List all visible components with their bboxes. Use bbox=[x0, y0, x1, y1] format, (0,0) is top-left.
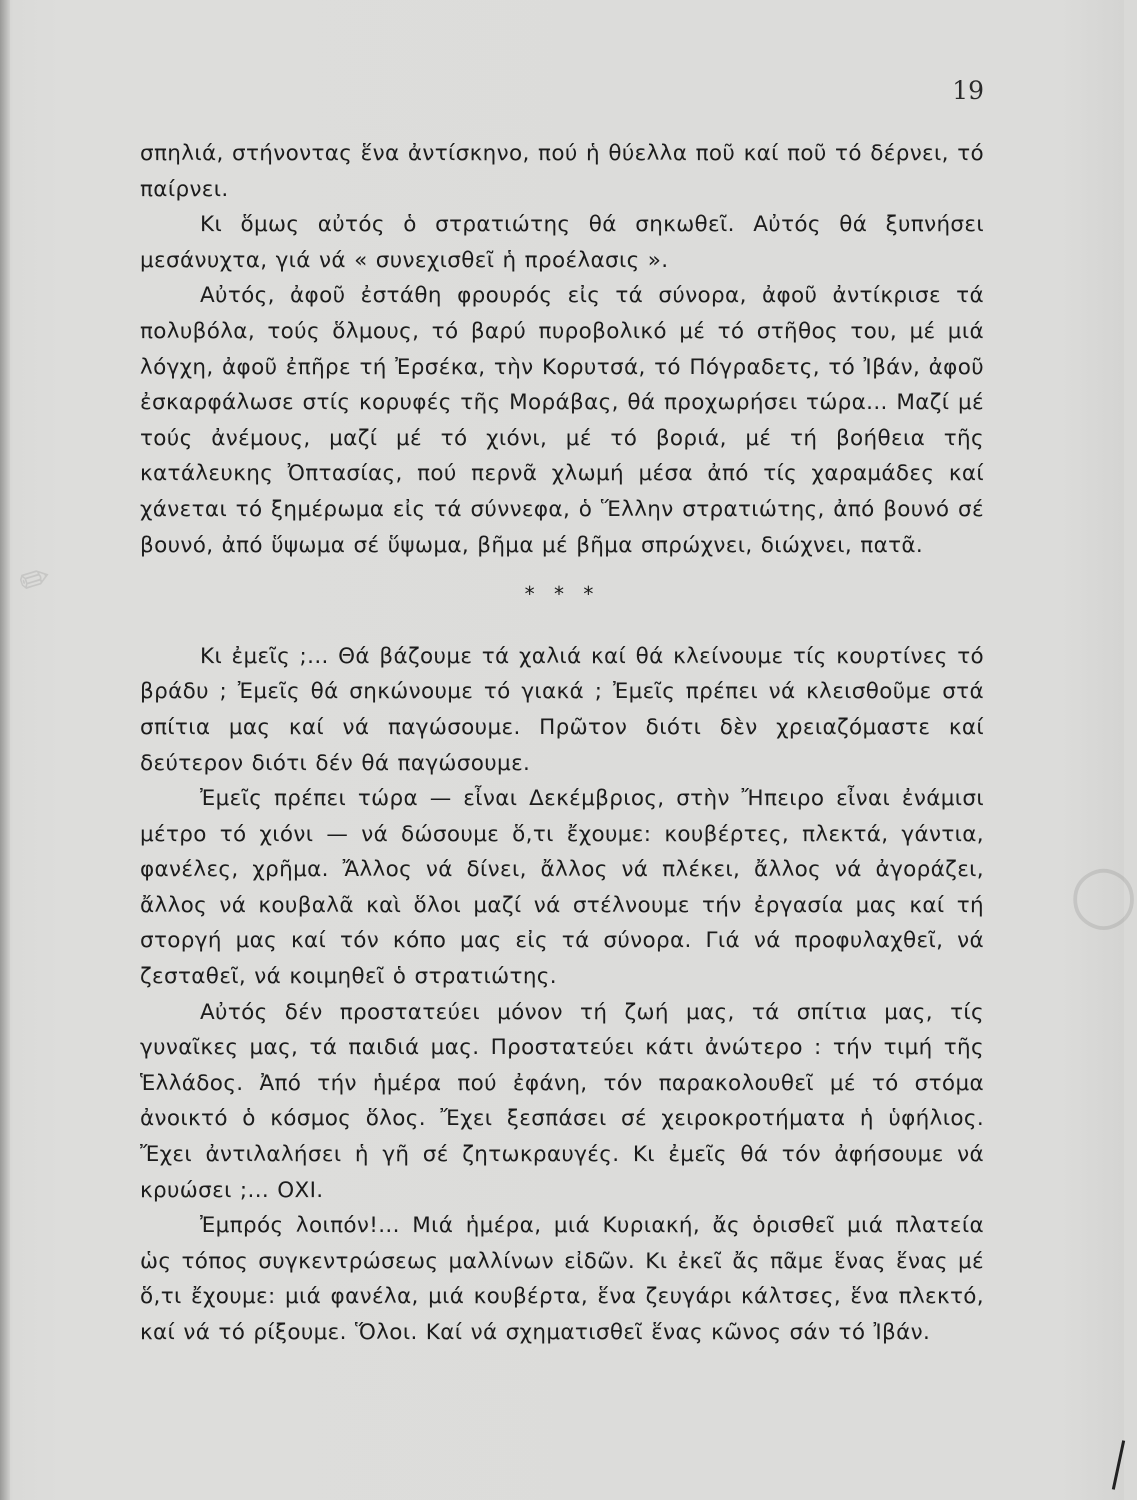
page-number: 19 bbox=[952, 76, 984, 105]
show-through-scribble: ✎ bbox=[7, 559, 63, 607]
paragraph-7: Ἐμπρός λοιπόν!... Μιά ἡμέρα, μιά Κυριακή, ἄς ὁρισθεῖ μιά πλατεία ὡς τόπος συγκεντρώσεως μαλλίνων εἰδῶν. Κι ἐκεῖ ἄς πᾶμε ἕνας ἕνας μέ ὅ,τι ἔχουμε: μιά φανέλα, μιά κουβέρτα, ἕνα ζευγάρι κάλτσες, ἕνα πλεκτό, καί νά τό ρίξουμε. Ὅλοι. Καί νά σχηματισθεῖ ἕνας κῶνος σάν τό Ἰβάν. bbox=[140, 1213, 984, 1345]
paragraph-4: Κι ἐμεῖς ;... Θά βάζουμε τά χαλιά καί θά κλείνουμε τίς κουρτίνες τό βράδυ ; Ἐμεῖς θά σηκώνουμε τό γιακά ; Ἐμεῖς πρέπει νά κλεισθοῦμε στά σπίτια μας καί νά παγώσουμε. Πρῶτον διότι δὲν χρειαζόμαστε καί δεύτερον διότι δέν θά παγώσουμε. bbox=[140, 643, 984, 776]
paragraph-2: Κι ὅμως αὐτός ὁ στρατιώτης θά σηκωθεῖ. Αὐτός θά ξυπνήσει μεσάνυχτα, γιά νά « συνεχισθεῖ ἡ προέλασις ». bbox=[140, 212, 984, 273]
paragraph-3: Αὐτός, ἀφοῦ ἐστάθη φρουρός εἰς τά σύνορα, ἀφοῦ ἀντίκρισε τά πολυβόλα, τούς ὅλμους, τό βαρύ πυροβολικό μέ τό στῆθος του, μέ μιά λόγχη, ἀφοῦ ἐπῆρε τή Ἐρσέκα, τὴν Κορυτσά, τό Πόγραδετς, τό Ἰβάν, ἀφοῦ ἐσκαρφάλωσε στίς κορυφές τῆς Μοράβας, θά προχωρήσει τώρα... Μαζί μέ τούς ἀνέμους, μαζί μέ τό χιόνι, μέ τό βοριά, μέ τή βοήθεια τῆς κατάλευκης Ὀπτασίας, πού περνᾶ χλωμή μέσα ἀπό τίς χαραμάδες καί χάνεται τό ξημέρωμα εἰς τά σύννεφα, ὁ Ἕλλην στρατιώτης, ἀπό βουνό σέ βουνό, ἀπό ὕψωμα σέ ὕψωμα, βῆμα μέ βῆμα σπρώχνει, διώχνει, πατᾶ. bbox=[140, 283, 984, 558]
show-through-stamp: ◯ bbox=[1070, 860, 1137, 930]
body-text bbox=[140, 136, 984, 1351]
page-binding-edge bbox=[0, 0, 10, 1500]
paragraph-1: σπηλιά, στήνοντας ἕνα ἀντίσκηνο, πού ἡ θύελλα ποῦ καί ποῦ τό δέρνει, τό παίρνει. bbox=[140, 141, 984, 202]
paragraph-5: Ἐμεῖς πρέπει τώρα — εἶναι Δεκέμβριος, στὴν Ἤπειρο εἶναι ἐνάμισι μέτρο τό χιόνι — νά δώσουμε ὅ,τι ἔχουμε: κουβέρτες, πλεκτά, γάντια, φανέλες, χρῆμα. Ἄλλος νά δίνει, ἄλλος νά πλέκει, ἄλλος νά ἀγοράζει, ἄλλος νά κουβαλᾶ καὶ ὅλοι μαζί νά στέλνουμε τήν ἐργασία μας καί τή στοργή μας καί τόν κόπο μας εἰς τά σύνορα. Γιά νά προφυλαχθεῖ, νά ζεσταθεῖ, νά κοιμηθεῖ ὁ στρατιώτης. bbox=[140, 786, 984, 990]
edge-mark bbox=[1112, 1440, 1125, 1490]
paragraph-6: Αὐτός δέν προστατεύει μόνον τή ζωή μας, τά σπίτια μας, τίς γυναῖκες μας, τά παιδιά μας. Προστατεύει κάτι ἀνώτερο : τήν τιμή τῆς Ἑλλάδος. Ἀπό τήν ἡμέρα πού ἐφάνη, τόν παρακολουθεῖ μέ τό στόμα ἀνοικτό ὁ κόσμος ὅλος. Ἔχει ξεσπάσει σέ χειροκροτήματα ἡ ὑφήλιος. Ἔχει ἀντιλαλήσει ἡ γῆ σέ ζητωκραυγές. Κι ἐμεῖς θά τόν ἀφήσουμε νά κρυώσει ;... ΟΧΙ. bbox=[140, 999, 984, 1203]
section-separator: * * * bbox=[524, 582, 600, 607]
